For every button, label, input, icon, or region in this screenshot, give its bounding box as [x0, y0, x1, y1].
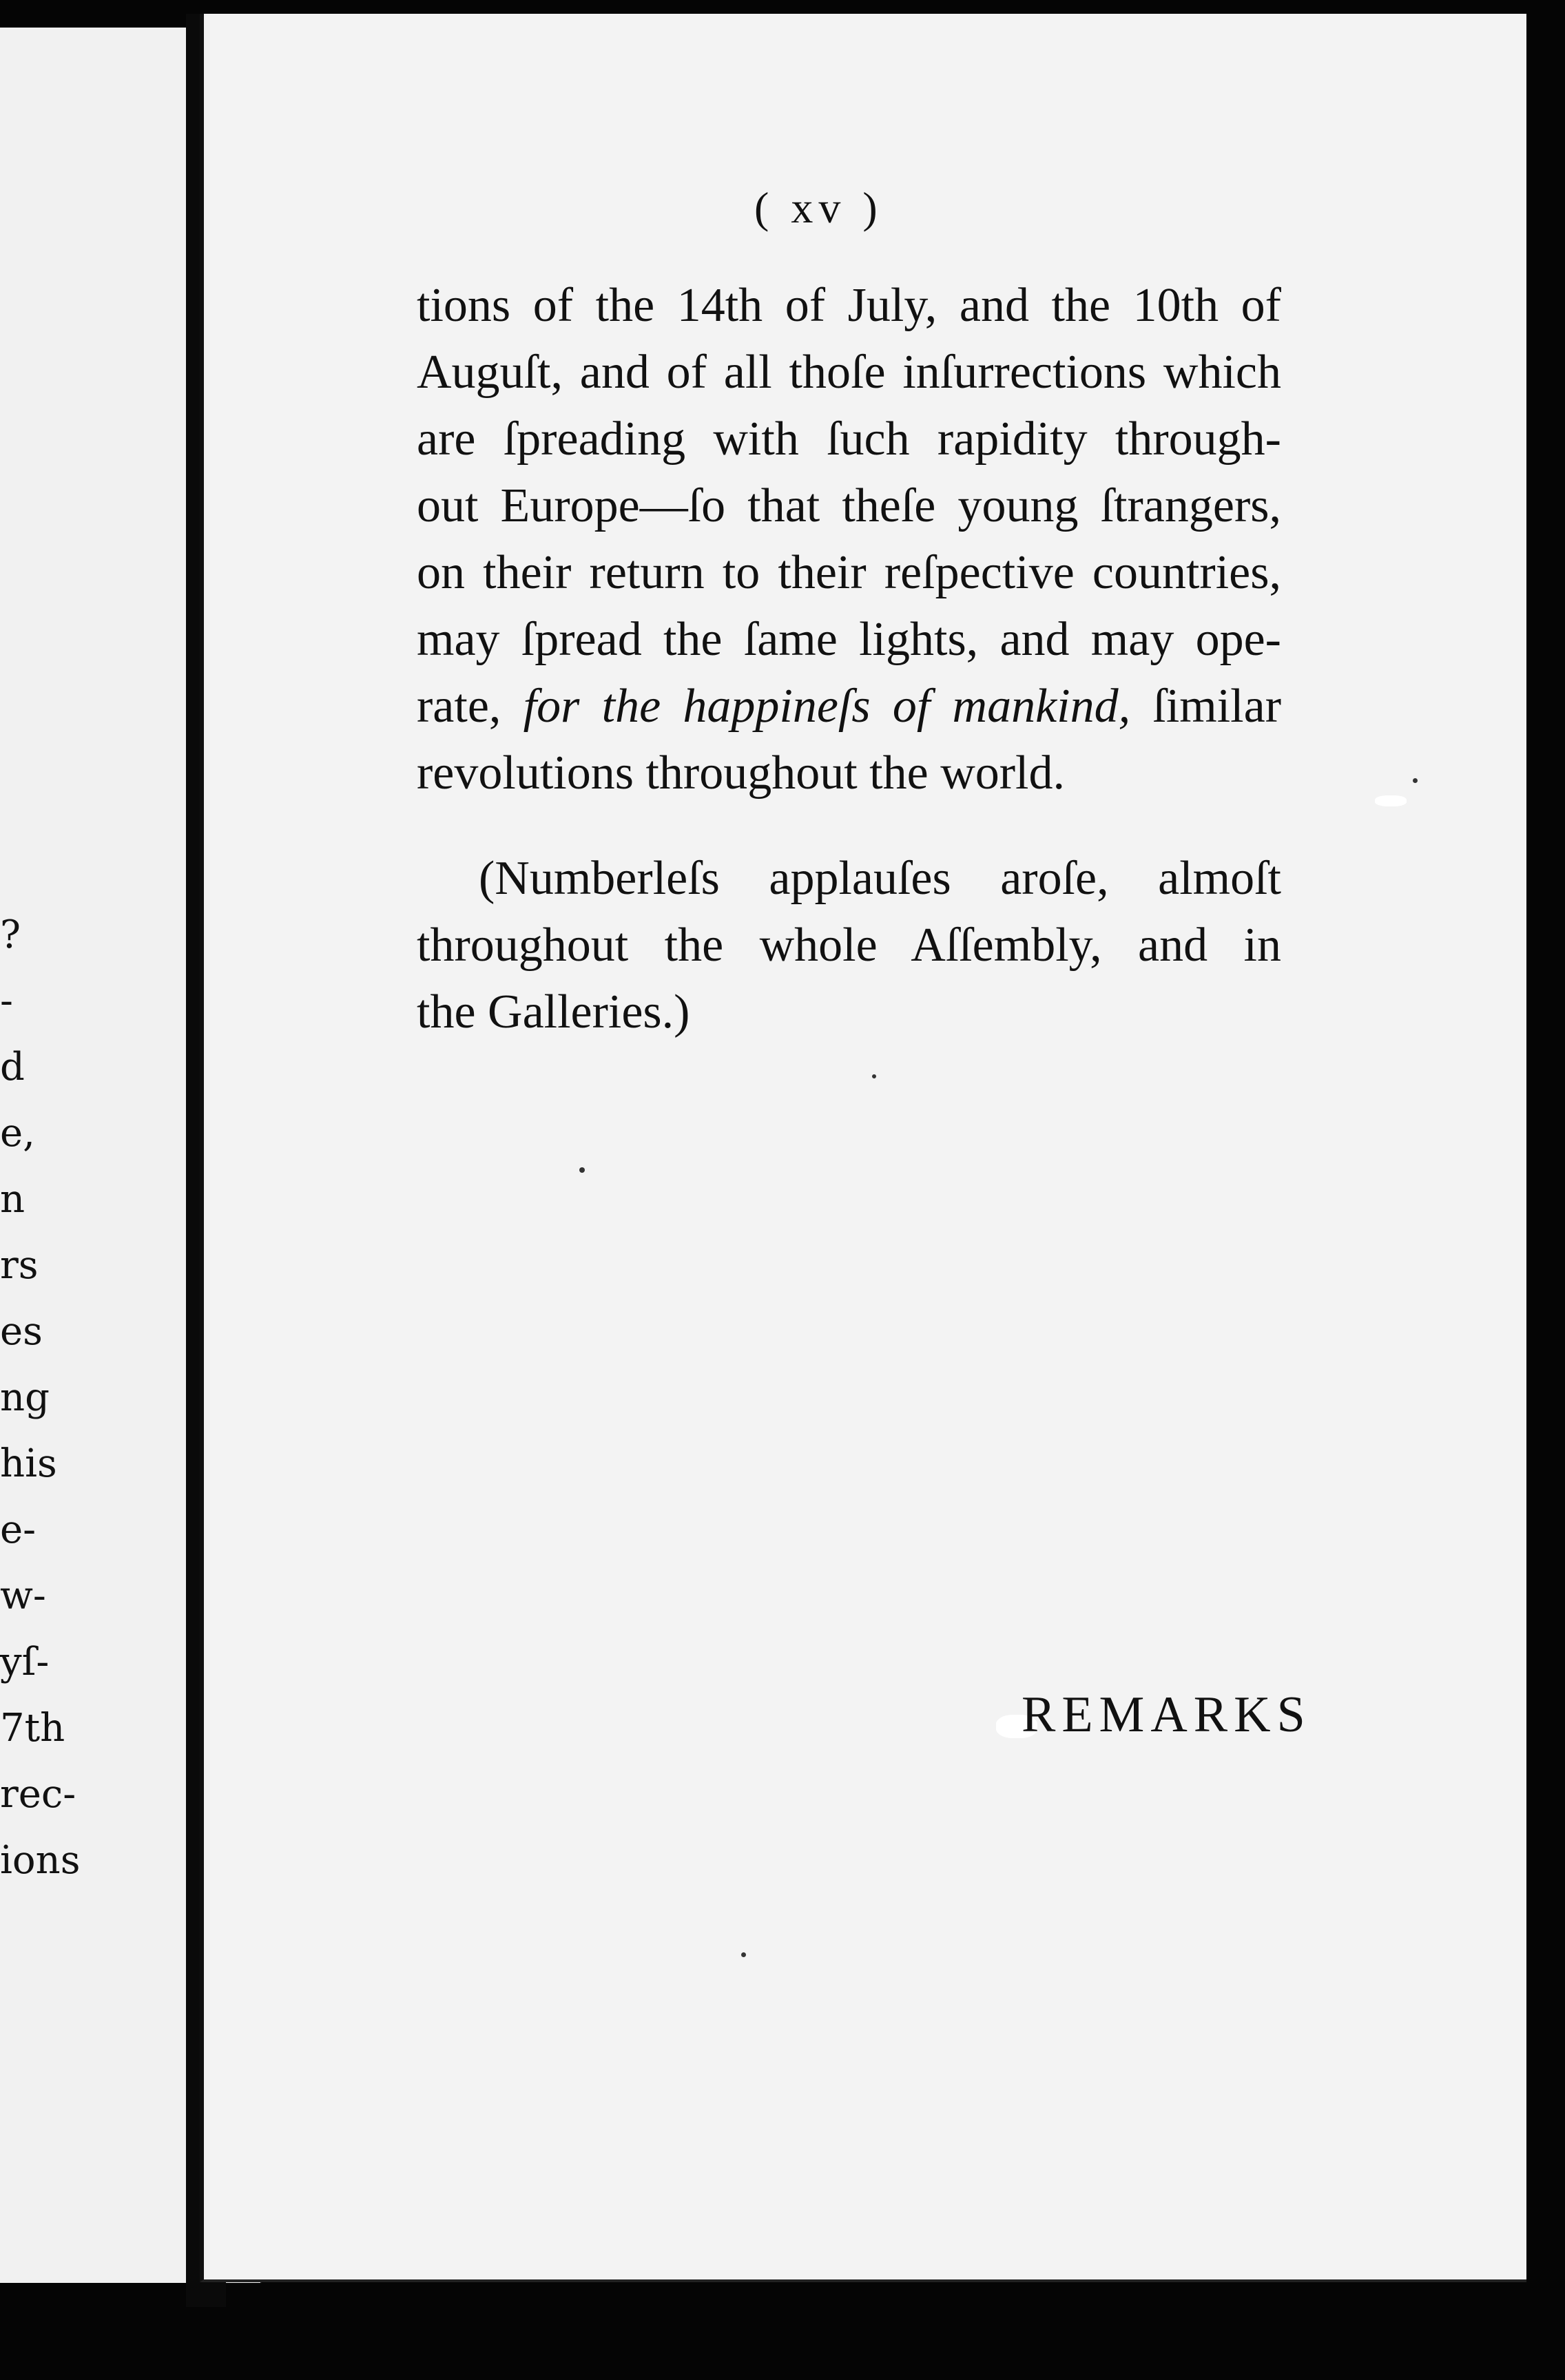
left-fragment: d: [0, 1045, 25, 1089]
text-line: tions of the 14th of July, and the 10th of: [417, 279, 1281, 332]
text-line: revolutions throughout the world.: [417, 747, 1066, 800]
text-line: (Numberleſs applauſes aroſe, almoſt: [479, 852, 1281, 905]
text-segment: rate,: [417, 680, 501, 733]
text-line: throughout the whole Aſſembly, and in: [417, 919, 1281, 972]
left-fragment: e-: [0, 1507, 37, 1552]
page-number: ( xv ): [754, 183, 883, 232]
paragraph-1: [417, 272, 1281, 806]
text-line: may ſpread the ſame lights, and may ope-: [417, 613, 1281, 666]
left-fragment: e,: [0, 1111, 35, 1156]
left-fragment: es: [0, 1309, 43, 1354]
paper-speck: [872, 1074, 876, 1078]
left-fragment: ions: [0, 1838, 81, 1883]
text-line: the Galleries.): [417, 985, 690, 1038]
paragraph-2: [417, 845, 1281, 1045]
catchword: REMARKS: [1022, 1687, 1312, 1743]
left-fragment: his: [0, 1441, 57, 1486]
italic-phrase: for the happineſs of mankind,: [523, 680, 1131, 733]
left-fragment: -: [0, 979, 13, 1023]
left-page-text-fragments: [0, 902, 90, 1894]
left-fragment: 7th: [0, 1706, 65, 1751]
body-text: [417, 272, 1281, 1045]
paper-speck: [579, 1167, 585, 1173]
left-fragment: rs: [0, 1243, 39, 1288]
text-line: are ſpreading with ſuch rapidity through-: [417, 413, 1281, 466]
text-segment: ſimilar: [1152, 680, 1282, 733]
paper-flaw: [1375, 795, 1407, 806]
left-fragment: w-: [0, 1574, 46, 1618]
paper-speck: [1413, 778, 1418, 783]
left-fragment: yſ-: [0, 1640, 50, 1684]
text-line: out Europe—ſo that theſe young ſtrangers,: [417, 479, 1281, 532]
text-line: Auguſt, and of all thoſe inſurrections which: [417, 346, 1281, 399]
paper-speck: [741, 1952, 746, 1957]
text-line: on their return to their reſpective countries,: [417, 546, 1281, 599]
left-fragment: n: [0, 1177, 25, 1222]
left-fragment: ng: [0, 1375, 50, 1420]
left-fragment: rec-: [0, 1772, 76, 1817]
text-line-with-italic: [417, 673, 1281, 740]
left-fragment: ?: [0, 912, 21, 957]
